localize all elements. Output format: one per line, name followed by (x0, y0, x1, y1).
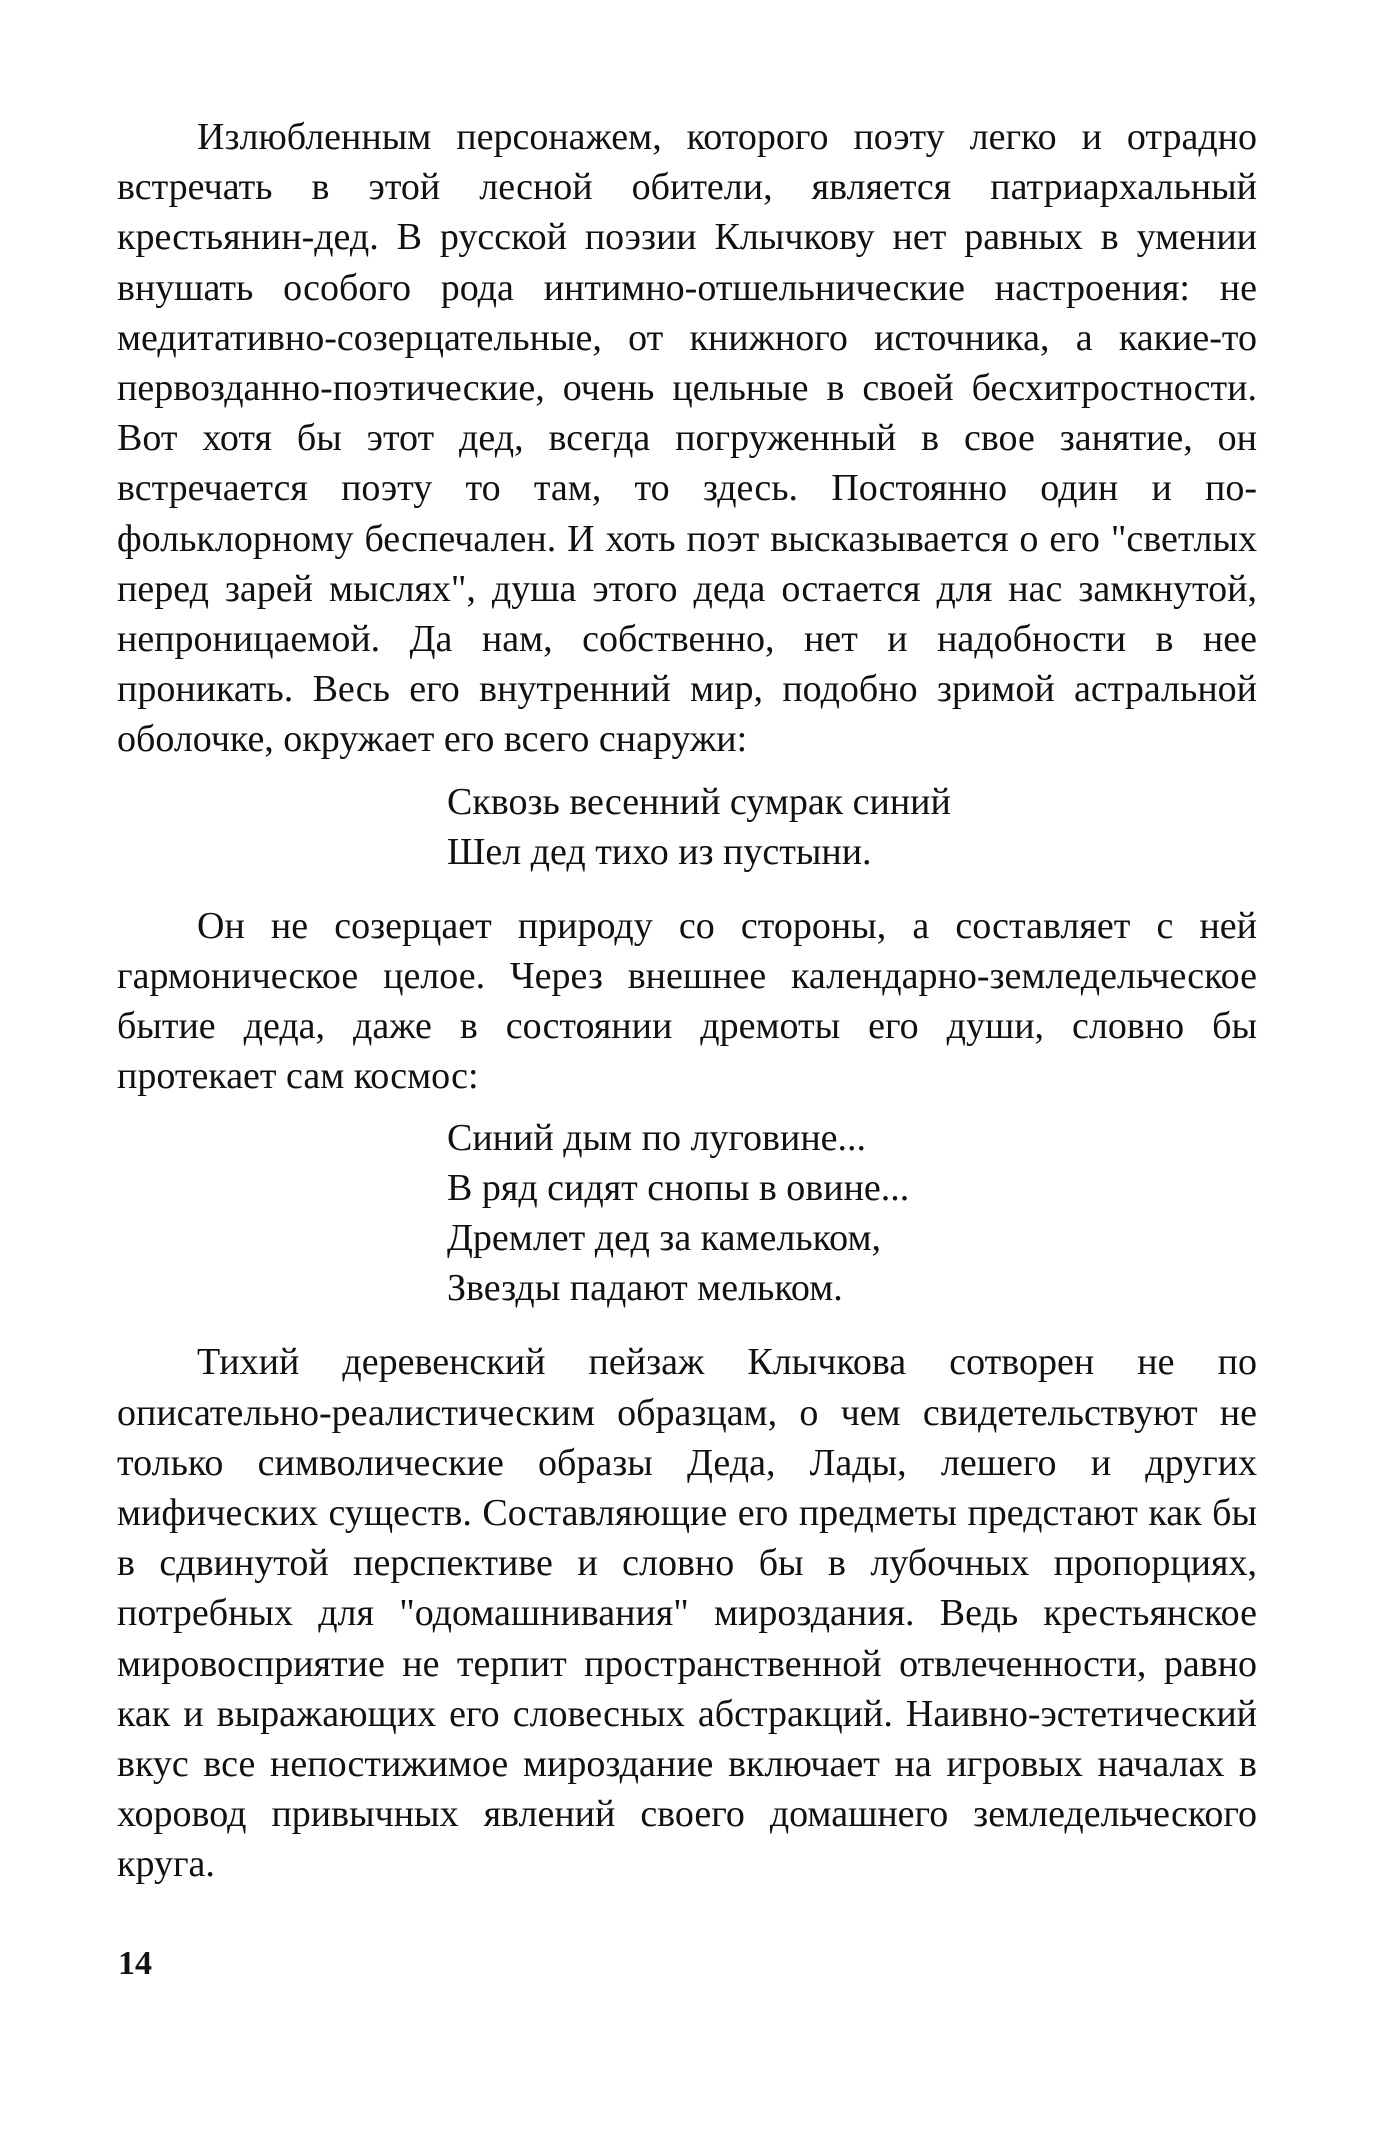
page-number: 14 (118, 1945, 152, 1982)
verse-line: В ряд сидят снопы в овине... (447, 1167, 910, 1210)
verse-2 (447, 1113, 1257, 1313)
verse-line: Дремлет дед за камельком, (447, 1217, 881, 1260)
page-content (117, 112, 1257, 1890)
paragraph-3: Тихий деревенский пейзаж Клычкова сотворен не по описательно-реалистическим образцам, о чем свидетельствуют не только символические образы Деда, Лады, лешего и других мифических существ. Составляющие его предметы предстают как бы в сдвинутой перспективе и словно бы в лубочных пропорциях, потребных для "одомашнивания" мироздания. Ведь крестьянское мировосприятие не терпит пространственной отвлеченности, равно как и выражающих его словесных абстракций. Наивно-эстетический вкус все непостижимое мироздание включает на игровых началах в хоровод привычных явлений своего домашнего земледельческого круга. (117, 1341, 1257, 1886)
verse-line: Шел дед тихо из пустыни. (447, 830, 872, 873)
paragraph-2: Он не созерцает природу со стороны, а составляет с ней гармоническое целое. Через внешнее календарно-земледельческое бытие деда, даже в состоянии дремоты его души, словно бы протекает сам космос: (117, 904, 1257, 1098)
verse-line: Звезды падают мельком. (447, 1267, 843, 1310)
verse-1 (447, 777, 1257, 877)
verse-line: Синий дым по луговине... (447, 1117, 867, 1160)
verse-line: Сквозь весенний сумрак синий (447, 780, 951, 823)
paragraph-1: Излюбленным персонажем, которого поэту легко и отрадно встречать в этой лесной обители, является патриархальный крестьянин-дед. В русской поэзии Клычкову нет равных в умении внушать особого рода интимно-отшельнические настроения: не медитативно-созерцательные, от книжного источника, а какие-то первозданно-поэтические, очень цельные в своей бесхитростности. Вот хотя бы этот дед, всегда погруженный в свое занятие, он встречается поэту то там, то здесь. Постоянно один и по-фольклорному беспечален. И хоть поэт высказывается о его "светлых перед зарей мыслях", душа этого деда остается для нас замкнутой, непроницаемой. Да нам, собственно, нет и надобности в нее проникать. Весь его внутренний мир, подобно зримой астральной оболочке, окружает его всего снаружи: (117, 116, 1257, 761)
